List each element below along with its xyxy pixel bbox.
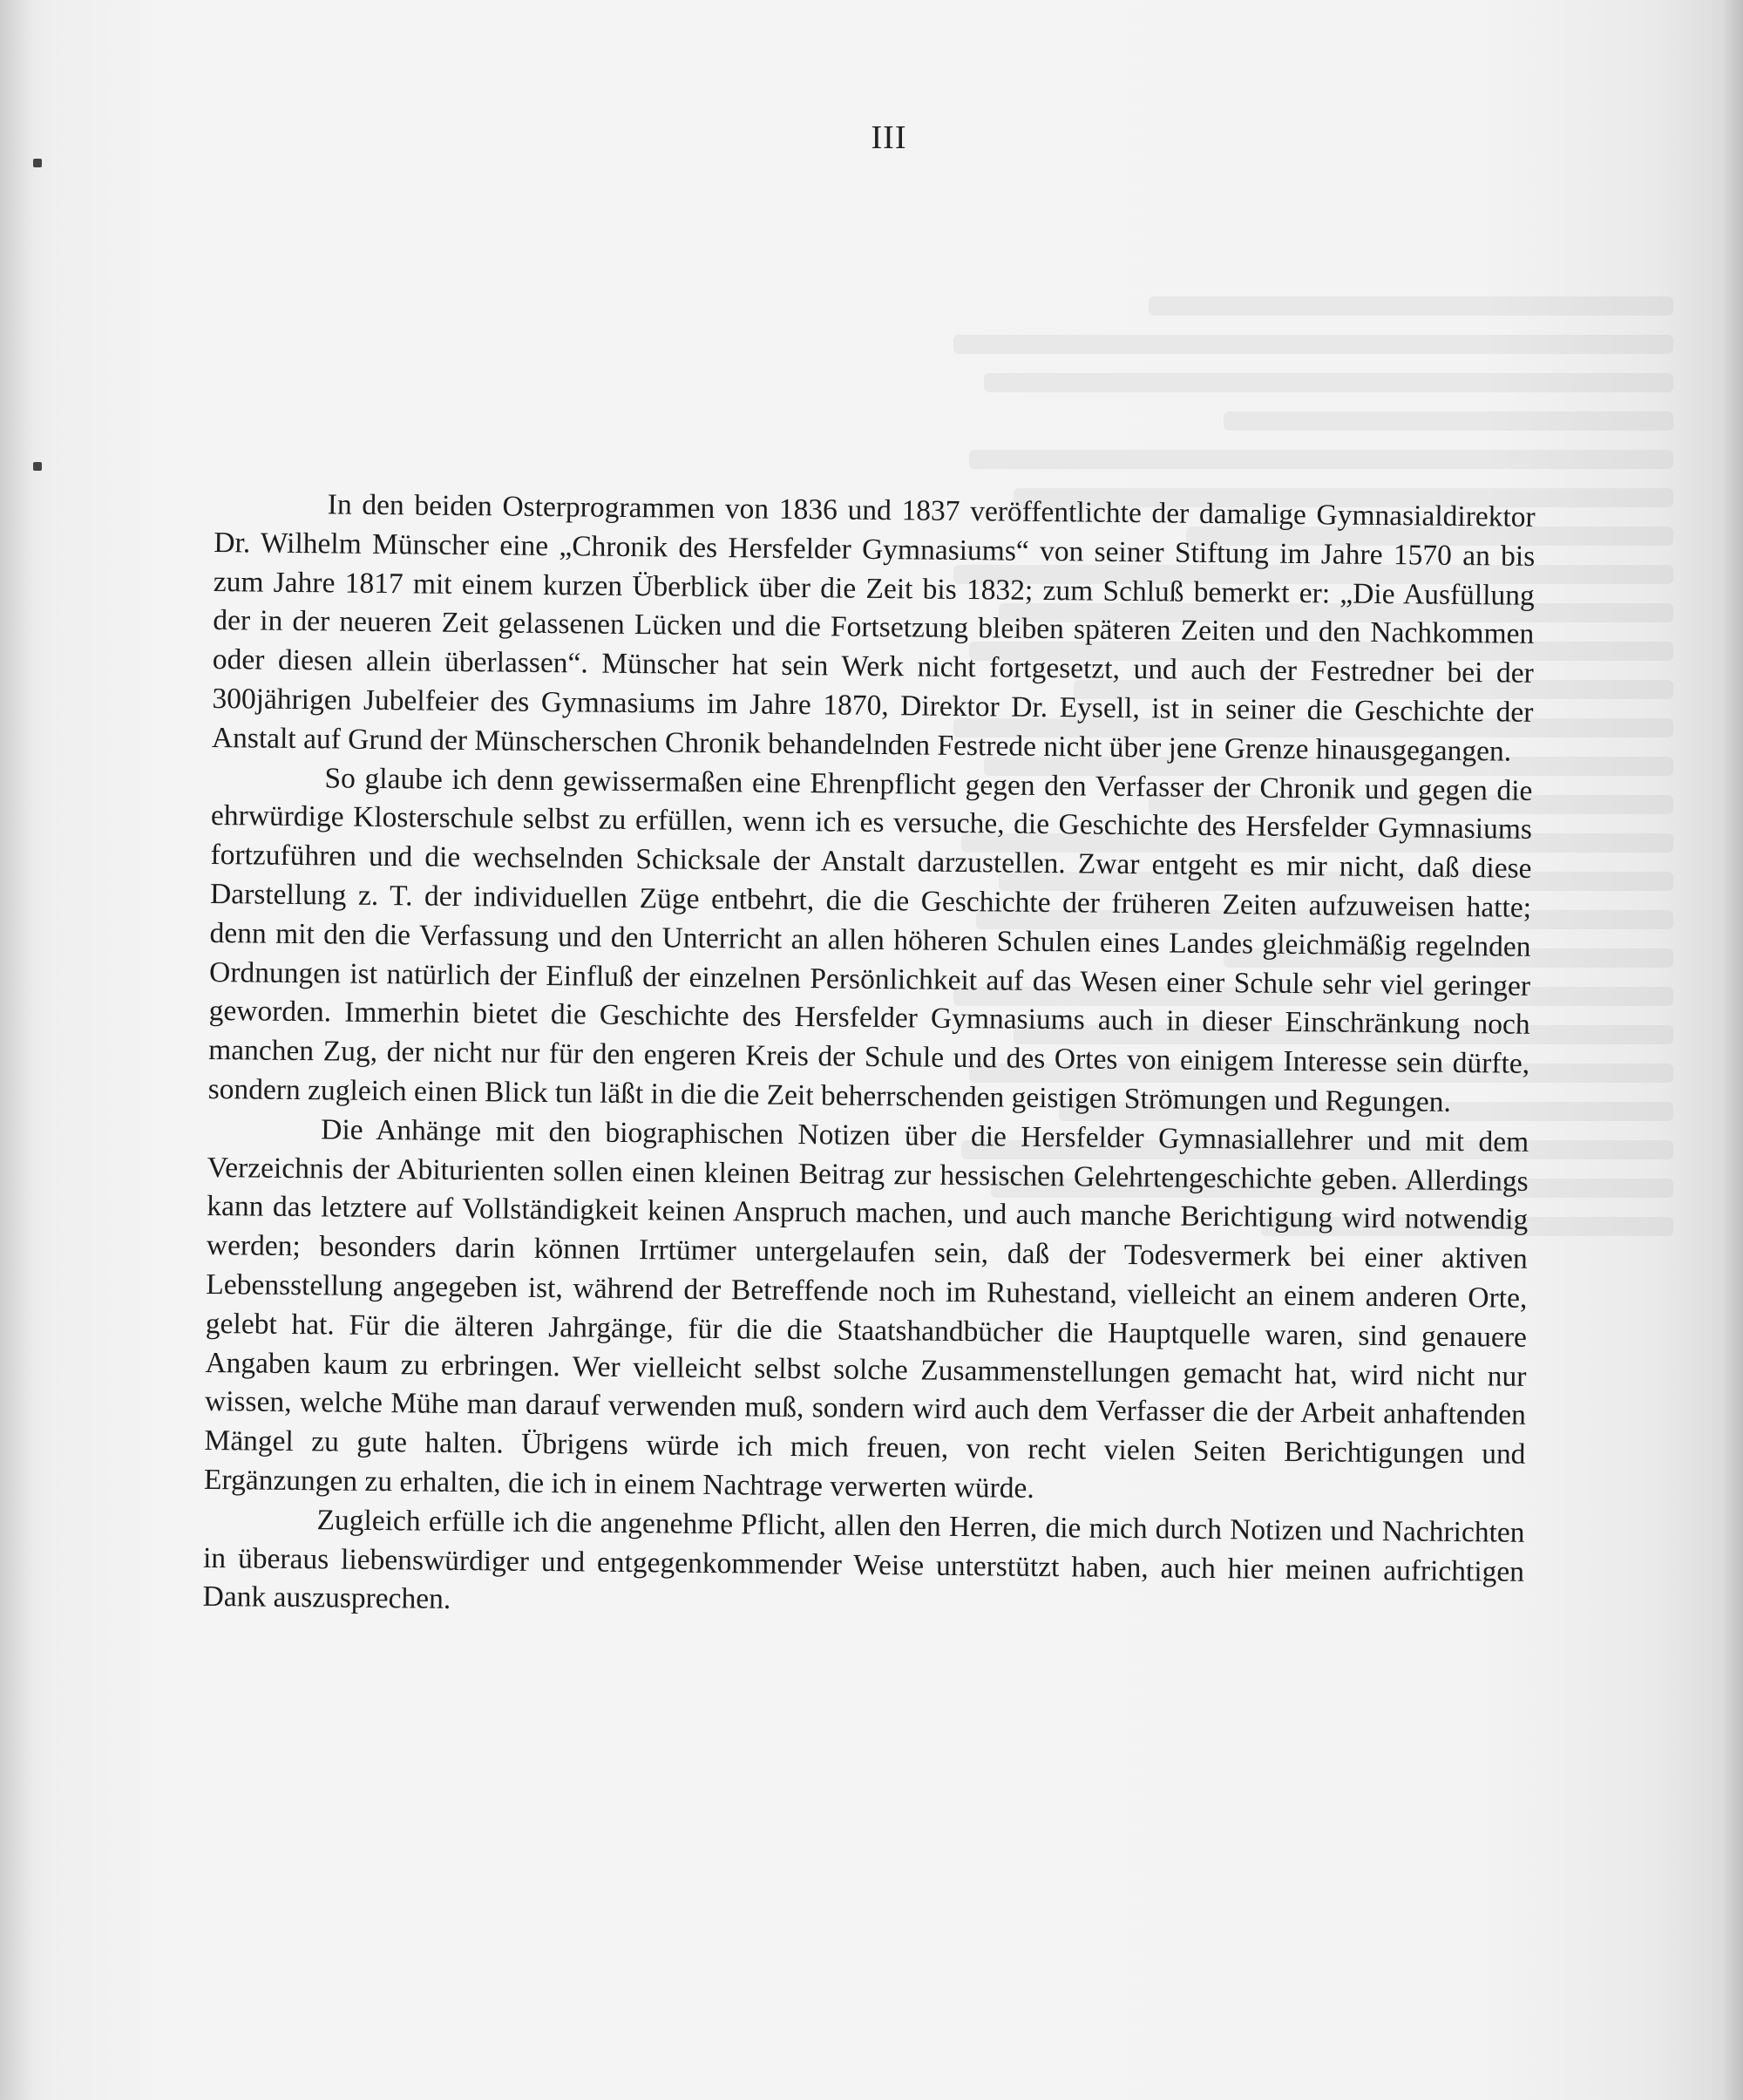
paragraph: Die Anhänge mit den biographischen Notizen über die Hersfelder Gymnasiallehrer und mit dem Verzeichnis der Abiturienten sollen einen kleinen Beitrag zur hessischen Gelehrtengeschichte geben. Allerdings kann das letztere auf Vollständigkeit keinen Anspruch machen, und auch manche Berichtigung wird notwendig werden; besonders darin können Irrtümer untergelaufen sein, daß der Todesvermerk bei einer aktiven Lebensstellung angegeben ist, während der Betreffende noch im Ruhestand, vielleicht an einem anderen Orte, gelebt hat. Für die älteren Jahrgänge, für die die Staatshandbücher die Hauptquelle waren, sind genauere Angaben kaum zu erbringen. Wer vielleicht selbst solche Zusammenstellungen gemacht hat, wird nicht nur wissen, welche Mühe man darauf verwenden muß, sondern wird auch dem Verfasser die der Arbeit anhaftenden Mängel zu gute halten. Übrigens würde ich mich freuen, von recht vielen Seiten Berichtigungen und Ergänzungen zu erhalten, die ich in einem Nachtrage verwerten würde. [203, 1113, 1529, 1505]
bleed-through-line [1149, 296, 1673, 316]
bleed-through-line [1224, 411, 1673, 431]
paragraph: Zugleich erfülle ich die angenehme Pflicht, allen den Herren, die mich durch Notizen und Nachrichten in überaus liebenswürdiger und entgegenkommender Weise unterstützt haben, auch hier meinen aufrichtigen Dank auszusprechen. [202, 1504, 1525, 1616]
body-text [202, 485, 1536, 1631]
bleed-through-line [984, 373, 1673, 392]
page-number: III [871, 119, 907, 156]
page-shadow-right [1722, 0, 1743, 2100]
bleed-through-line [969, 450, 1673, 469]
paragraph: So glaube ich denn gewissermaßen eine Ehrenpflicht gegen den Verfasser der Chronik und gegen die ehrwürdige Klosterschule selbst zu erfüllen, wenn ich es versuche, die Geschichte des Hersfelder Gymnasiums fortzuführen und die wechselnden Schicksale der Anstalt darzustellen. Zwar entgeht es mir nicht, daß diese Darstellung z. T. der individuellen Züge entbehrt, die die Geschichte der früheren Zeiten aufzuweisen hatte; denn mit den die Verfassung und den Unterricht an allen höheren Schulen eines Landes gleichmäßig regelnden Ordnungen ist natürlich der Einfluß der einzelnen Persönlichkeit auf das Wesen einer Schule sehr viel geringer geworden. Immerhin bietet die Geschichte des Hersfelder Gymnasiums auch in dieser Einschränkung noch manchen Zug, der nicht nur für den engeren Kreis der Schule und des Ortes von einigem Interesse sein dürfte, sondern zugleich einen Blick tun läßt in die die Zeit beherrschenden geistigen Strömungen und Regungen. [207, 761, 1533, 1118]
binding-mark [33, 159, 42, 167]
page-shadow-left [0, 0, 35, 2100]
paragraph: In den beiden Osterprogrammen von 1836 und 1837 veröffentlichte der damalige Gymnasialdirektor Dr. Wilhelm Münscher eine „Chronik des Hersfelder Gymnasiums“ von seiner Stiftung im Jahre 1570 an bis zum Jahre 1817 mit einem kurzen Überblick über die Zeit bis 1832; zum Schluß bemerkt er: „Die Ausfüllung der in der neueren Zeit gelassenen Lücken und die Fortsetzung bleiben späteren Zeiten und den Nachkommen oder diesen allein überlassen“. Münscher hat sein Werk nicht fortgesetzt, und auch der Festredner bei der 300jährigen Jubelfeier des Gymnasiums im Jahre 1870, Direktor Dr. Eysell, ist in seiner die Geschichte der Anstalt auf Grund der Münscherschen Chronik behandelnden Festrede nicht über jene Grenze hinausgegangen. [211, 488, 1536, 768]
binding-mark [33, 462, 42, 471]
bleed-through-line [953, 335, 1673, 354]
